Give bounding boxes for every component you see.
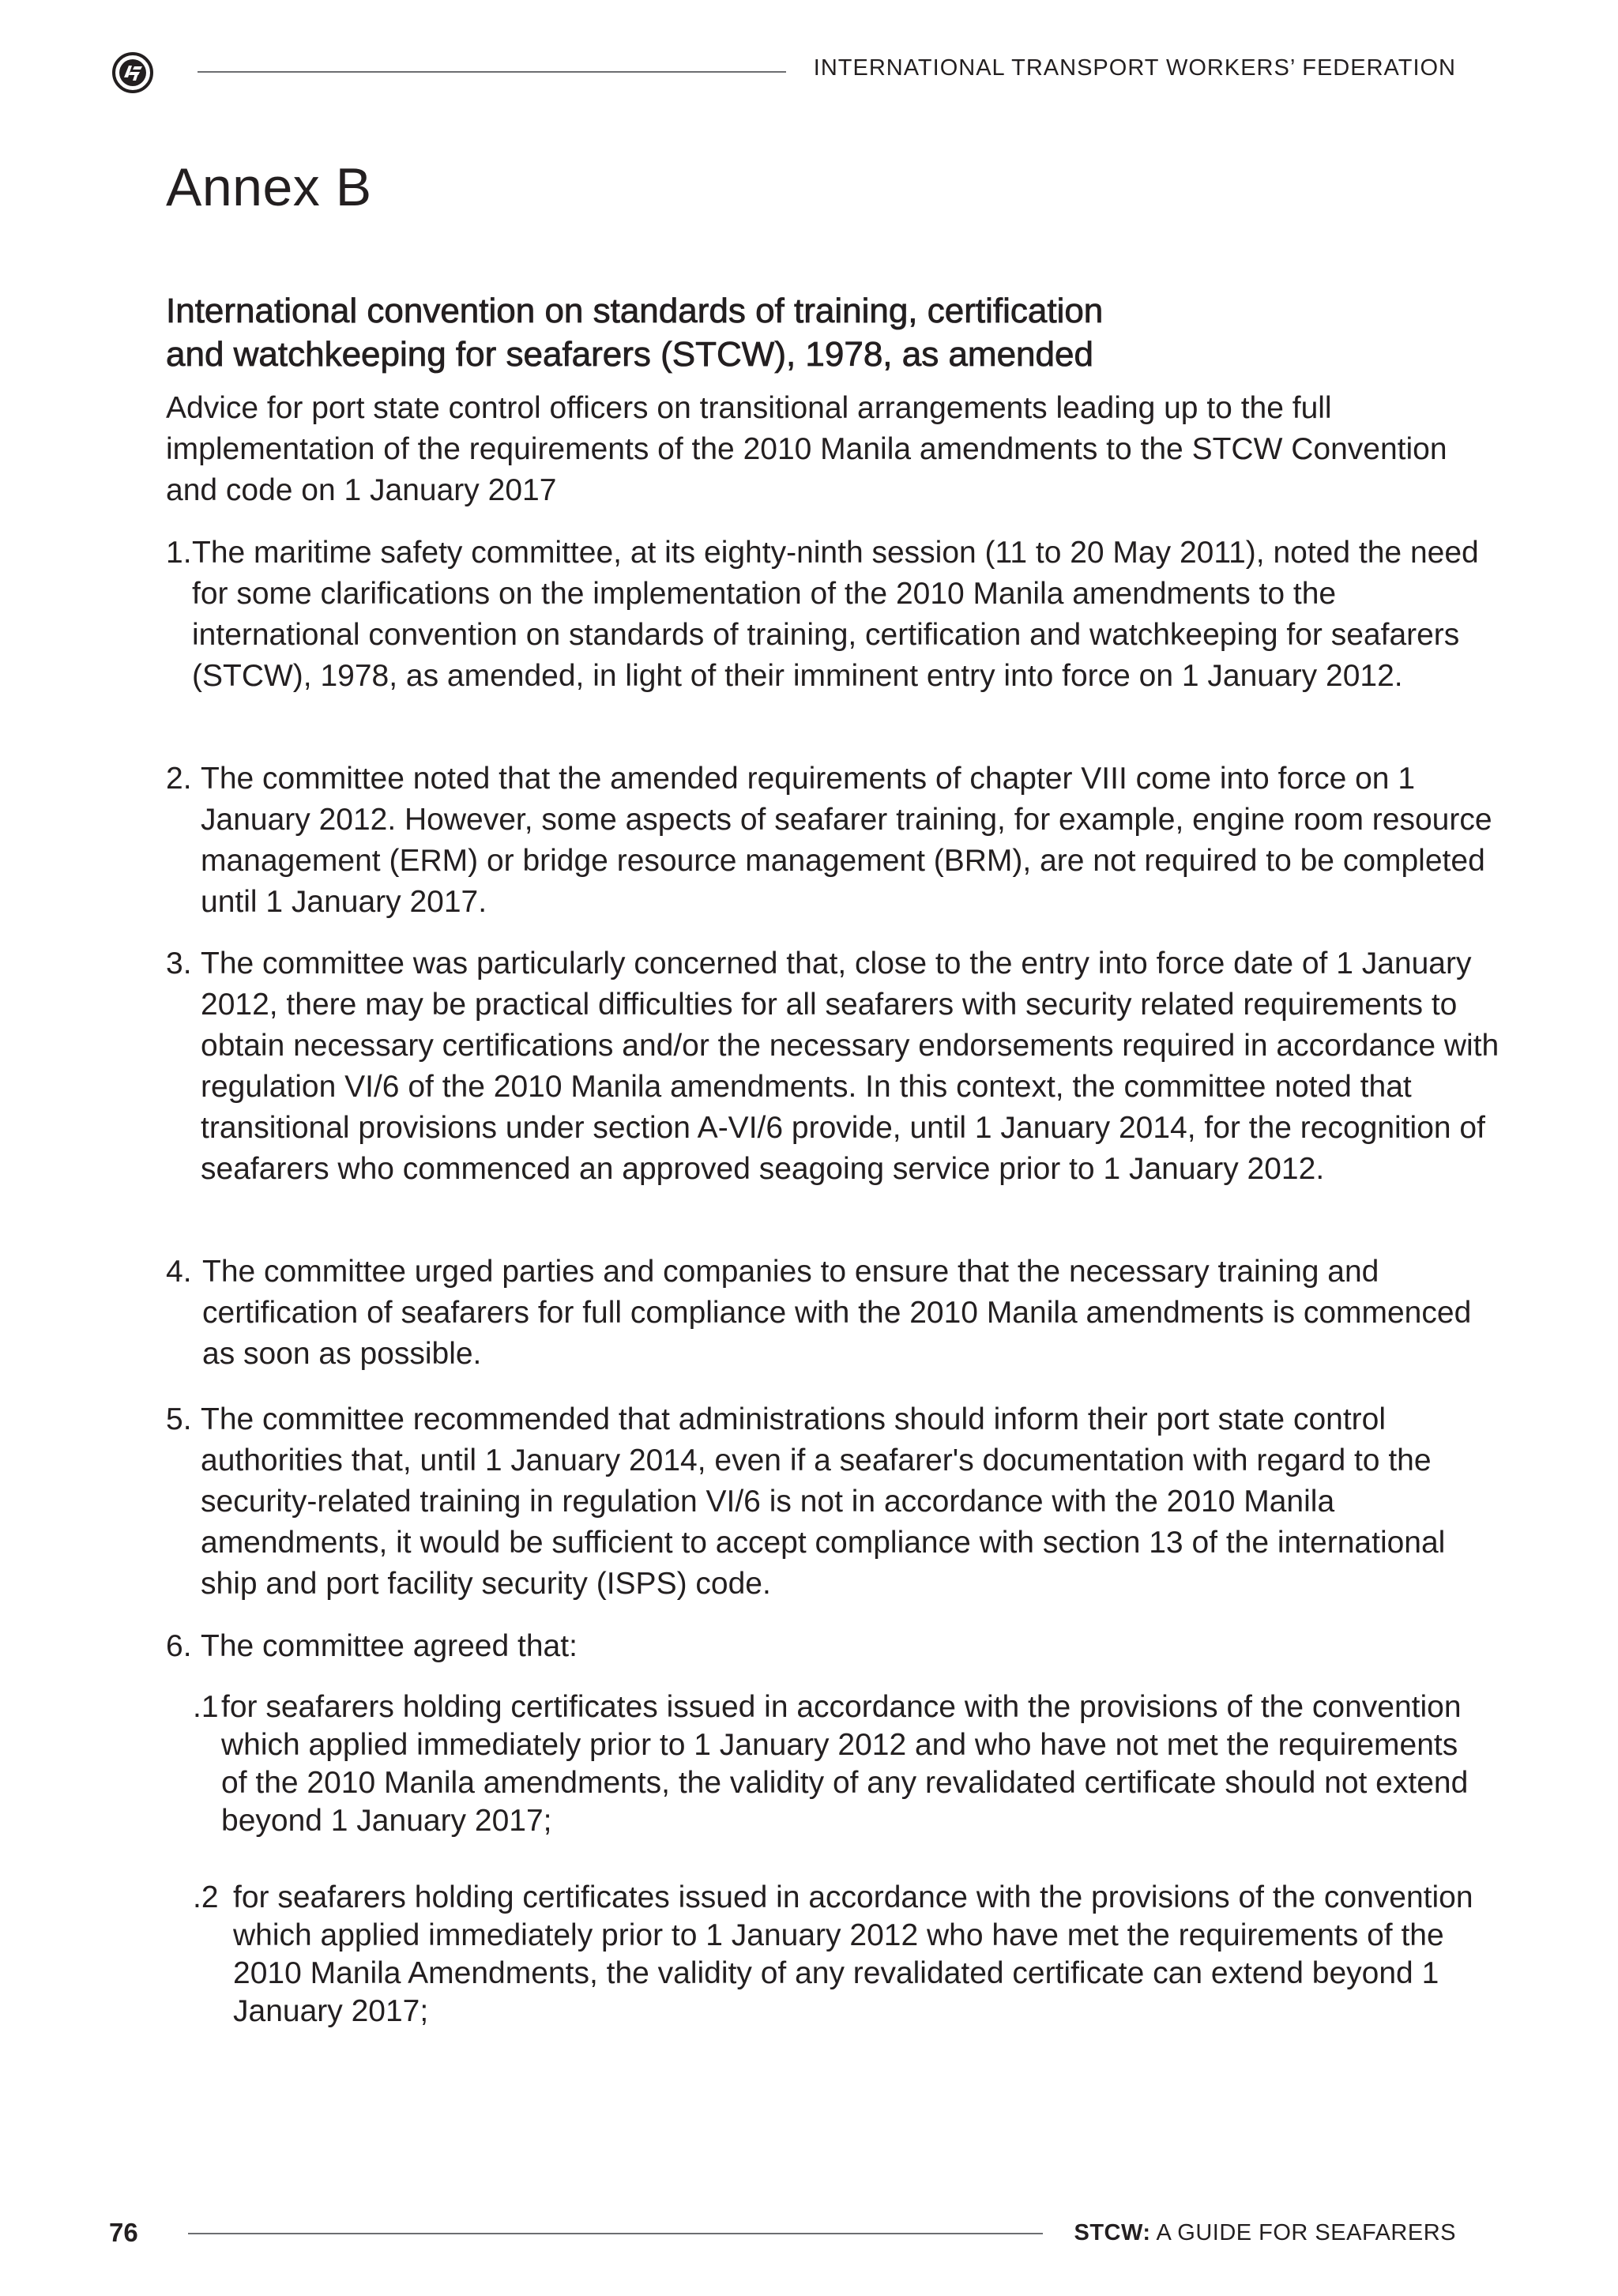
list-item <box>166 1626 1504 1667</box>
list-item <box>166 1252 1506 1375</box>
list-item <box>166 533 1503 697</box>
list-item-text: The committee agreed that: <box>201 1629 578 1663</box>
itf-logo-icon <box>111 51 155 95</box>
annex-title: Annex B <box>166 157 372 217</box>
list-item-number: 3. <box>166 947 192 981</box>
list-item <box>166 943 1512 1190</box>
convention-title-line1: International convention on standards of training, certification <box>166 292 1104 330</box>
sub-list-item <box>193 1688 1485 1840</box>
list-item-number: 4. <box>166 1255 192 1289</box>
list-item <box>166 758 1504 923</box>
list-item-text: The committee noted that the amended requirements of chapter VIII come into force on 1 January 2012. However, some aspects of seafarer training, for example, engine room resource management (ERM) or bridge resource management (BRM), are not required to be completed until 1 January 2017. <box>201 762 1492 919</box>
list-item-number: 1. <box>166 536 192 570</box>
page-number: 76 <box>109 2218 138 2247</box>
header-rule <box>198 71 786 73</box>
footer-publication-title <box>1074 2220 1456 2246</box>
sub-list-item <box>193 1879 1505 2031</box>
footer-title-bold: STCW: <box>1074 2220 1151 2245</box>
list-item <box>166 1399 1504 1605</box>
sub-list-item-text: for seafarers holding certificates issued in accordance with the provisions of the convention which applied immediately prior to 1 January 2012 who have met the requirements of the 2010 Manila Amendments, the validity of any revalidated certificate can extend beyond 1 January 2017; <box>233 1880 1473 2028</box>
convention-title-line2: and watchkeeping for seafarers (STCW), 1978, as amended <box>166 335 1093 374</box>
list-item-text: The maritime safety committee, at its eighty-ninth session (11 to 20 May 2011), noted the need for some clarifications on the implementation of the 2010 Manila amendments to the international convention on standards of training, certification and watchkeeping for seafarers (STCW), 1978, as amended, in light of their imminent entry into force on 1 January 2012. <box>192 536 1479 693</box>
footer-title-rest: A GUIDE FOR SEAFARERS <box>1150 2220 1456 2245</box>
sub-list-item-number: .2 <box>193 1880 219 1914</box>
list-item-number: 6. <box>166 1629 192 1663</box>
list-item-number: 2. <box>166 762 192 796</box>
footer-rule <box>188 2233 1043 2234</box>
list-item-text: The committee urged parties and companies to ensure that the necessary training and certification of seafarers for full compliance with the 2010 Manila amendments is commenced as soon as possible. <box>202 1255 1472 1371</box>
sub-list-item-number: .1 <box>193 1690 219 1724</box>
list-item-text: The committee recommended that administrations should inform their port state control authorities that, until 1 January 2014, even if a seafarer's documentation with regard to the security-related training in regulation VI/6 is not in accordance with the 2010 Manila amendments, it would be sufficient to accept compliance with section 13 of the international ship and port facility security (ISPS) code. <box>201 1402 1446 1601</box>
convention-title <box>166 289 1469 376</box>
list-item-text: The committee was particularly concerned that, close to the entry into force date of 1 January 2012, there may be practical difficulties for all seafarers with security related requirements to obtain necessary certifications and/or the necessary endorsements required in accordance with regulation VI/6 of the 2010 Manila amendments. In this context, the committee noted that transitional provisions under section A-VI/6 provide, until 1 January 2014, for the recognition of seafarers who commenced an approved seagoing service prior to 1 January 2012. <box>201 947 1499 1186</box>
header-organization: INTERNATIONAL TRANSPORT WORKERS’ FEDERATION <box>813 55 1456 81</box>
sub-list-item-text: for seafarers holding certificates issued in accordance with the provisions of the convention which applied immediately prior to 1 January 2012 and who have not met the requirements of the 2010 Manila amendments, the validity of any revalidated certificate should not extend beyond 1 January 2017; <box>221 1690 1469 1838</box>
advice-paragraph: Advice for port state control officers on transitional arrangements leading up to the full implementation of the requirements of the 2010 Manila amendments to the STCW Convention and code on 1 January 2017 <box>166 391 1447 507</box>
list-item-number: 5. <box>166 1402 192 1436</box>
